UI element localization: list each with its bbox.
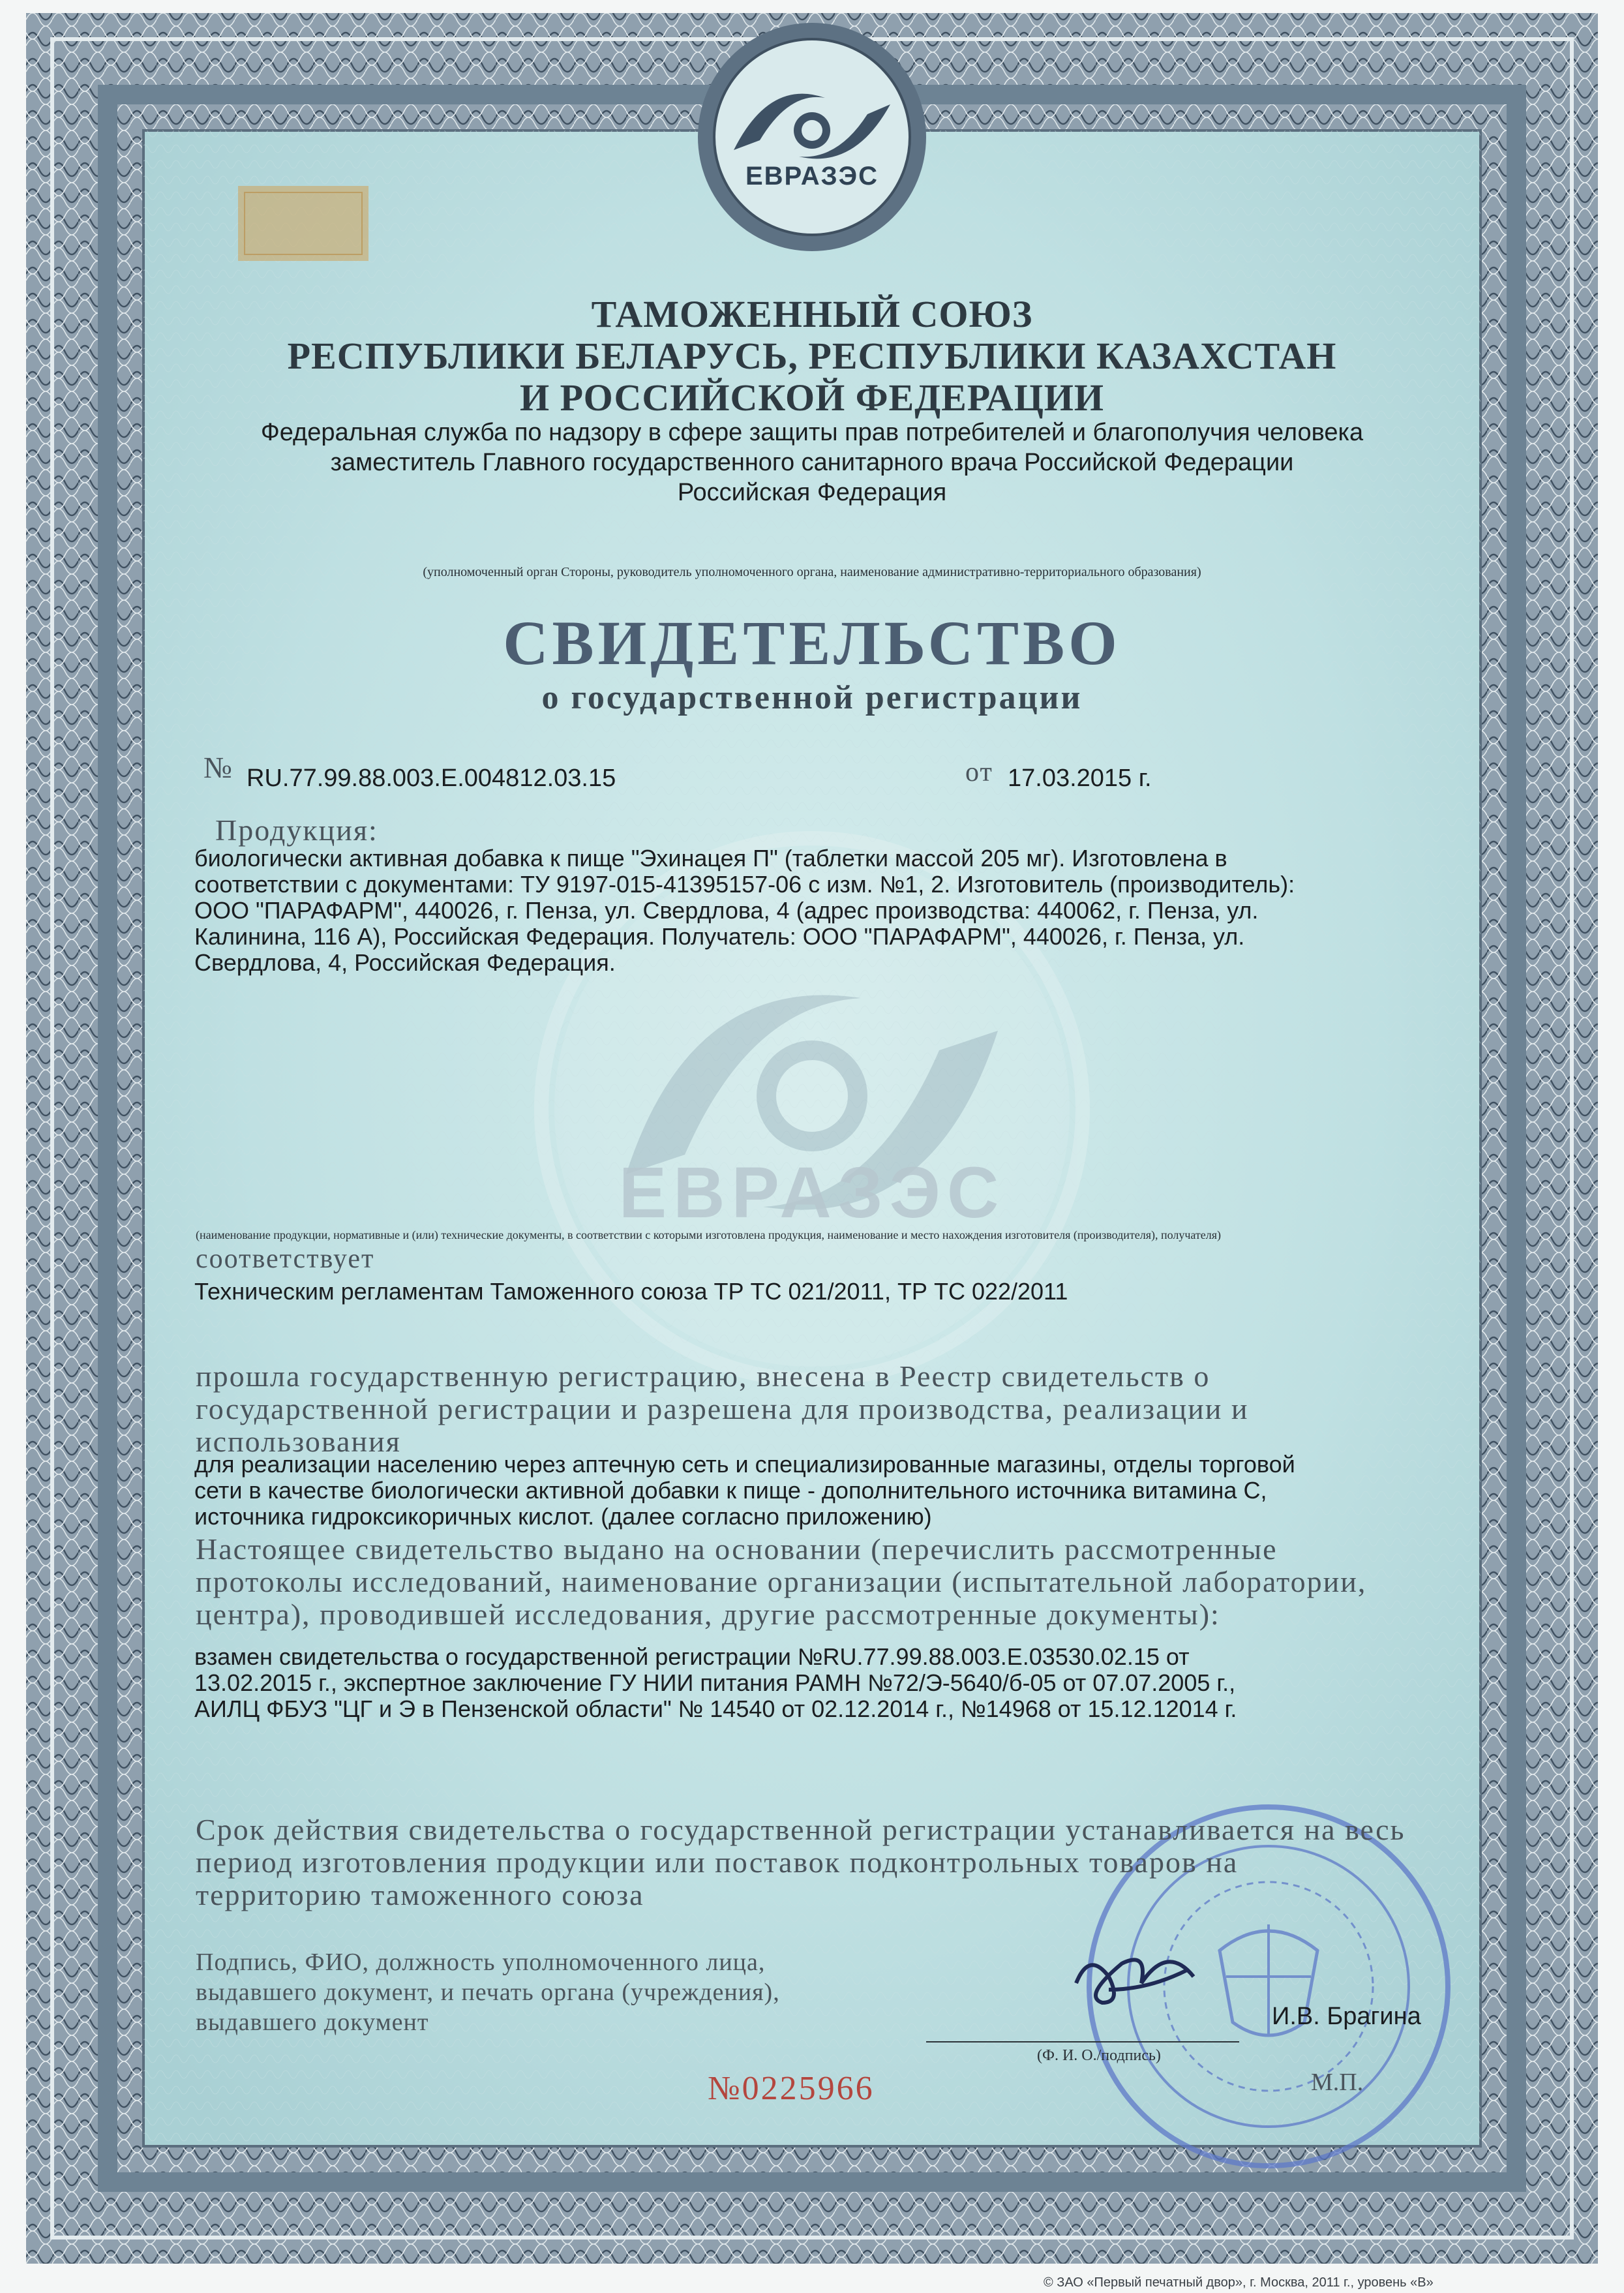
validity-text bbox=[196, 1814, 1448, 1911]
validity-line: Срок действия свидетельства о государственной регистрации устанавливается на весь bbox=[196, 1813, 1406, 1846]
documents-text bbox=[194, 1644, 1492, 1722]
date-label: от bbox=[965, 757, 993, 787]
product-line: соответствии с документами: ТУ 9197-015-41395157-06 с изм. №1, 2. Изготовитель (производитель): bbox=[194, 871, 1295, 898]
statement-line: государственной регистрации и разрешена для производства, реализации и bbox=[196, 1392, 1249, 1425]
document-title: СВИДЕТЕЛЬСТВО bbox=[503, 608, 1121, 678]
header-line-3: И РОССИЙСКОЙ ФЕДЕРАЦИИ bbox=[519, 376, 1105, 419]
header-line-1: ТАМОЖЕННЫЙ СОЮЗ bbox=[591, 293, 1033, 335]
compliance-text: Техническим регламентам Таможенного союза ТР ТС 021/2011, ТР ТС 022/2011 bbox=[194, 1278, 1068, 1305]
validity-line: территорию таможенного союза bbox=[196, 1878, 644, 1911]
signatory-name: И.В. Брагина bbox=[1272, 2003, 1421, 2030]
product-line: Свердлова, 4, Российская Федерация. bbox=[194, 949, 616, 976]
basis-text bbox=[196, 1533, 1448, 1631]
statement-line: прошла государственную регистрацию, внесена в Реестр свидетельств о bbox=[196, 1359, 1210, 1393]
documents-line: АИЛЦ ФБУЗ "ЦГ и Э в Пензенской области" № 14540 от 02.12.2014 г., №14968 от 15.12.12014 г. bbox=[194, 1695, 1237, 1722]
product-line: Калинина, 116 А), Российская Федерация. Получатель: ООО "ПАРАФАРМ", 440026, г. Пенза, ул. bbox=[194, 923, 1245, 950]
signature-label bbox=[196, 1947, 913, 2037]
product-text bbox=[194, 845, 1486, 976]
registration-statement bbox=[196, 1360, 1435, 1458]
statement-line: использования bbox=[196, 1425, 401, 1458]
product-label: Продукция: bbox=[215, 813, 378, 847]
document-subtitle: о государственной регистрации bbox=[541, 679, 1083, 716]
seal-mark: М.П. bbox=[1311, 2069, 1364, 2096]
registration-date: 17.03.2015 г. bbox=[1008, 765, 1152, 792]
hologram bbox=[238, 186, 368, 261]
header-line-2: РЕСПУБЛИКИ БЕЛАРУСЬ, РЕСПУБЛИКИ КАЗАХСТАН bbox=[287, 335, 1337, 377]
registration-number: RU.77.99.88.003.Е.004812.03.15 bbox=[247, 765, 616, 792]
emblem-text: ЕВРАЗЭС bbox=[745, 162, 879, 190]
usage-text bbox=[194, 1451, 1492, 1530]
authority-line-2: заместитель Главного государственного санитарного врача Российской Федерации bbox=[330, 449, 1294, 476]
compliance-label: соответствует bbox=[196, 1244, 375, 1274]
basis-line: Настоящее свидетельство выдано на основании (перечислить рассмотренные bbox=[196, 1532, 1278, 1566]
authority-line-1: Федеральная служба по надзору в сфере защиты прав потребителей и благополучия человека bbox=[260, 419, 1364, 446]
documents-line: 13.02.2015 г., экспертное заключение ГУ НИИ питания РАМН №72/Э-5640/б-05 от 07.07.2005 г., bbox=[194, 1669, 1236, 1696]
print-footer: © ЗАО «Первый печатный двор», г. Москва, 2011 г., уровень «В» bbox=[1044, 2275, 1434, 2290]
signature-label-line: выдавшего документ bbox=[196, 2009, 429, 2036]
basis-line: протоколы исследований, наименование организации (испытательной лаборатории, bbox=[196, 1565, 1367, 1598]
authority-line-3: Российская Федерация bbox=[677, 479, 947, 506]
basis-line: центра), проводившей исследования, другие рассмотренные документы): bbox=[196, 1598, 1220, 1631]
documents-line: взамен свидетельства о государственной регистрации №RU.77.99.88.003.Е.03530.02.15 от bbox=[194, 1643, 1190, 1670]
form-number: №0225966 bbox=[708, 2070, 875, 2107]
signature-label-line: выдавшего документ, и печать органа (учреждения), bbox=[196, 1979, 780, 2006]
product-line: ООО "ПАРАФАРМ", 440026, г. Пенза, ул. Свердлова, 4 (адрес производства: 440062, г. Пенза, ул. bbox=[194, 897, 1259, 924]
product-caption: (наименование продукции, нормативные и (или) технические документы, в соответствии с которыми изготовлена продукция, наименование и место нахождения изготовителя (производителя), получателя) bbox=[196, 1228, 1222, 1241]
watermark-text: ЕВРАЗЭС bbox=[618, 1153, 1006, 1233]
number-label: № bbox=[203, 751, 232, 784]
signature-label-line: Подпись, ФИО, должность уполномоченного лица, bbox=[196, 1949, 766, 1976]
signature-caption: (Ф. И. О./подпись) bbox=[1037, 2047, 1161, 2064]
usage-line: источника гидроксикоричных кислот. (далее согласно приложению) bbox=[194, 1503, 932, 1530]
authority-caption: (уполномоченный орган Стороны, руководитель уполномоченного органа, наименование административно-территориального образования) bbox=[423, 565, 1201, 579]
usage-line: для реализации населению через аптечную сеть и специализированные магазины, отделы торговой bbox=[194, 1451, 1295, 1478]
validity-line: период изготовления продукции или поставок подконтрольных товаров на bbox=[196, 1845, 1239, 1879]
product-line: биологически активная добавка к пище "Эхинацея П" (таблетки массой 205 мг). Изготовлена в bbox=[194, 845, 1227, 872]
usage-line: сети в качестве биологически активной добавки к пище - дополнительного источника витамина С, bbox=[194, 1477, 1267, 1504]
